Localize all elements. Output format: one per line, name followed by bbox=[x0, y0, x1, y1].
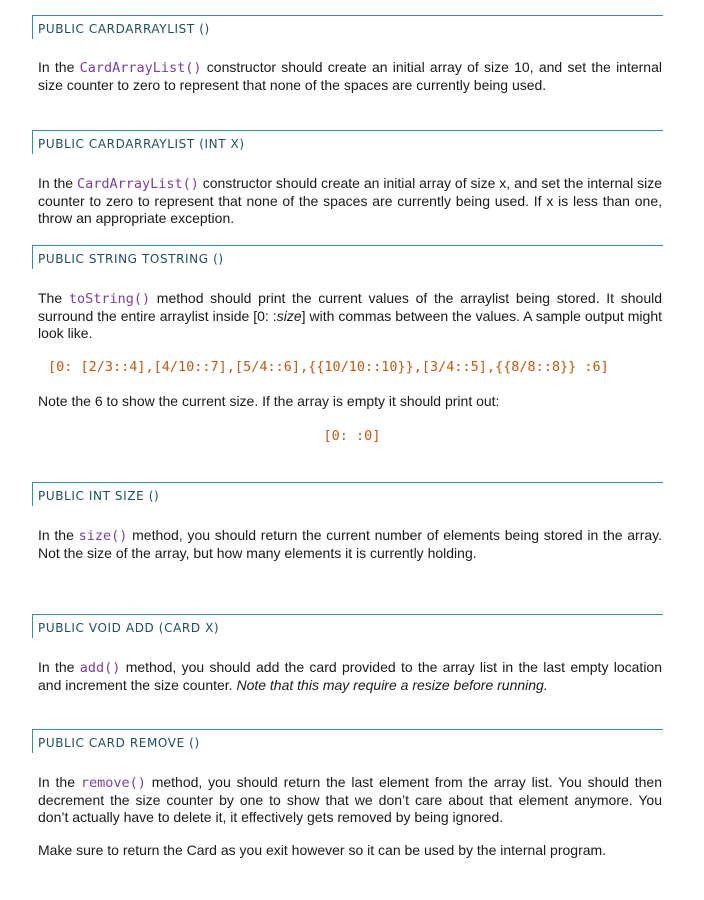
inline-code: add() bbox=[79, 660, 121, 676]
section-body-cardarraylist: In the CardArrayList() constructor should create an initial array of size 10, and set the internal size counter to zero to represent that none of the spaces are currently being used. bbox=[38, 59, 662, 93]
section-heading-add: PUBLIC VOID ADD (CARD X) bbox=[32, 614, 663, 638]
section-heading-cardarraylist: PUBLIC CARDARRAYLIST () bbox=[32, 15, 663, 39]
inline-code: toString() bbox=[68, 291, 151, 307]
tostring-note: Note the 6 to show the current size. If the array is empty it should print out: bbox=[38, 393, 500, 409]
empty-output: [0: :0] bbox=[323, 428, 381, 444]
inline-code: CardArrayList() bbox=[79, 60, 202, 76]
remove-final-note: Make sure to return the Card as you exit however so it can be used by the internal program. bbox=[38, 842, 607, 858]
section-heading-remove: PUBLIC CARD REMOVE () bbox=[32, 729, 663, 753]
inline-code: size() bbox=[78, 528, 128, 544]
section-body-remove: In the remove() method, you should return the last element from the array list. You should then decrement the size counter by one to show that we don’t care about that element anymore. You don’t actually have to delete it, it effectively gets removed by being ignored. bbox=[38, 774, 663, 825]
sample-output: [0: [2/3::4],[4/10::7],[5/4::6],{{10/10::10}},[3/4::5],{{8/8::8}} :6] bbox=[48, 359, 609, 375]
section-heading-tostring: PUBLIC STRING TOSTRING () bbox=[32, 245, 663, 269]
section-body-size: In the size() method, you should return the current number of elements being stored in the array. Not the size of the array, but how many elements it is currently holding. bbox=[38, 527, 662, 561]
inline-code: remove() bbox=[80, 775, 146, 791]
section-body-add: In the add() method, you should add the card provided to the array list in the last empty location and increment the size counter. Note that this may require a resize before running. bbox=[38, 659, 663, 693]
inline-code: CardArrayList() bbox=[76, 176, 199, 192]
section-heading-size: PUBLIC INT SIZE () bbox=[32, 482, 663, 506]
section-body-cardarraylist-int: In the CardArrayList() constructor should create an initial array of size x, and set the internal size counter to zero to represent that none of the spaces are currently being used. If x is less than one, throw an appropriate exception. bbox=[38, 175, 662, 226]
section-body-tostring: The toString() method should print the current values of the arraylist being stored. It should surround the entire arraylist inside [0: :size] with commas between the values. A sample output might look like. bbox=[38, 290, 662, 341]
section-heading-cardarraylist-int: PUBLIC CARDARRAYLIST (INT X) bbox=[32, 130, 663, 154]
